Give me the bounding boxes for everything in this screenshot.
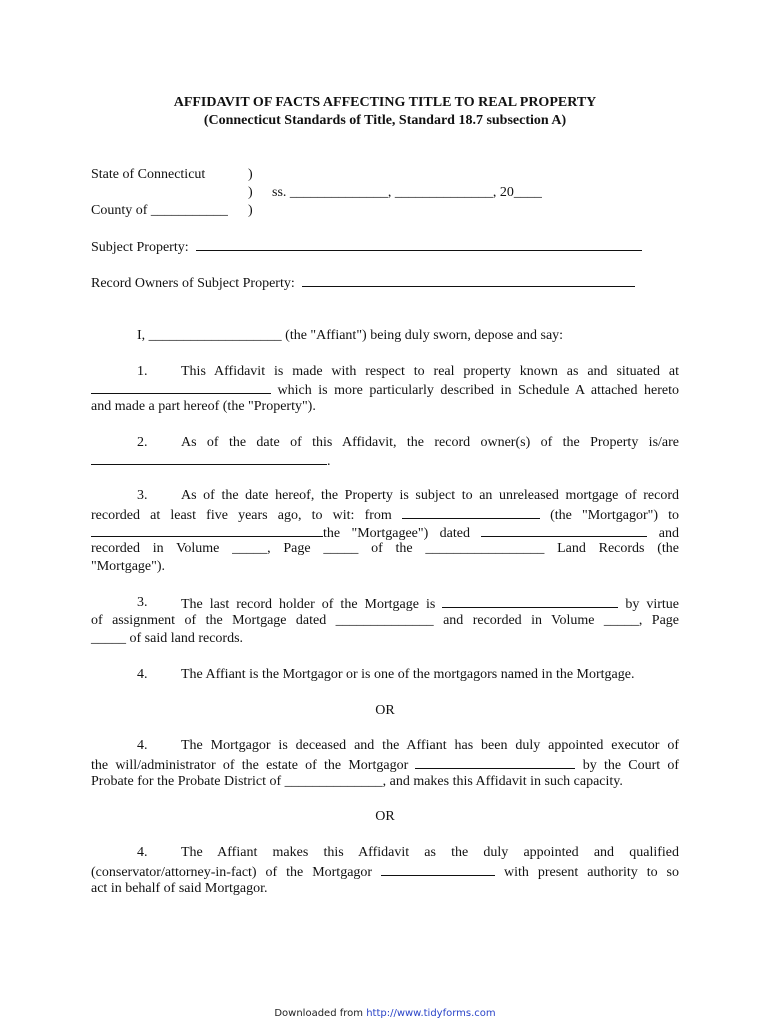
p3b-virtue: by virtue [625, 597, 680, 612]
p4b-line2 [91, 755, 679, 775]
p3a-and: and [658, 526, 679, 541]
venue-county: County of ___________ [91, 203, 228, 218]
p1-line2 [91, 380, 679, 400]
p3a-mortgagor-blank [402, 505, 540, 519]
p3a-line4: recorded in Volume _____, Page _____ of the _________________ Land Records (the [91, 541, 679, 556]
p4b-court: by the Court of [582, 758, 680, 773]
venue-ss-line: ss. ______________, ______________, 20____ [272, 185, 542, 200]
or-separator-2: OR [375, 809, 395, 824]
p3b-line1 [181, 594, 679, 614]
p1-line2-text: which is more particularly described in Schedule A attached hereto [277, 383, 679, 398]
subject-property-row [91, 237, 642, 257]
record-owners-row [91, 273, 635, 293]
p4c-number: 4. [137, 845, 148, 860]
affiant-intro: I, ___________________ (the "Affiant") being duly sworn, depose and say: [137, 328, 564, 343]
p4c-line3: act in behalf of said Mortgagor. [91, 881, 268, 896]
p4c-line2 [91, 862, 679, 882]
p3b-holder-blank [442, 594, 618, 608]
or-separator-1: OR [375, 703, 395, 718]
p4c-line2-text: (conservator/attorney-in-fact) of the Mortgagor [91, 865, 373, 880]
p1-line3: and made a part hereof (the "Property"). [91, 399, 316, 414]
document-title: AFFIDAVIT OF FACTS AFFECTING TITLE TO REAL PROPERTY [173, 95, 597, 110]
p2-number: 2. [137, 435, 148, 450]
venue-state: State of Connecticut [91, 167, 206, 182]
venue-paren-2: ) [248, 185, 253, 200]
p3a-mortgagor-label: (the "Mortgagor") to [550, 508, 680, 523]
p3a-line2-text: recorded at least five years ago, to wit: from [91, 508, 392, 523]
p4b-line3: Probate for the Probate District of ______________, and makes this Affidavit in such capacity. [91, 774, 623, 789]
p2-period: . [327, 454, 331, 469]
p3a-mortgagee-group [91, 526, 470, 541]
p3b-line2: of assignment of the Mortgage dated ______________ and recorded in Volume _____, Page [91, 613, 679, 628]
p3b-line3: _____ of said land records. [91, 631, 244, 646]
p1-location-blank [91, 380, 271, 394]
p3a-line1: As of the date hereof, the Property is subject to an unreleased mortgage of record [181, 488, 679, 503]
p3a-mortgagee-label: the "Mortgagee") dated [323, 526, 470, 541]
p3a-line2 [91, 505, 679, 525]
p4b-line1: The Mortgagor is deceased and the Affiant has been duly appointed executor of [181, 738, 679, 753]
record-owners-label: Record Owners of Subject Property: [91, 276, 295, 291]
p3a-date-blank [481, 523, 647, 537]
p4b-mortgagor-blank [415, 755, 575, 769]
p4c-mortgagor-blank [381, 862, 495, 876]
venue-paren-3: ) [248, 203, 253, 218]
p3a-mortgagee-blank [91, 523, 323, 537]
p3a-number: 3. [137, 488, 148, 503]
p4b-line2-text: the will/administrator of the estate of the Mortgagor [91, 758, 409, 773]
p3b-number: 3. [137, 595, 148, 610]
p3b-line1-text: The last record holder of the Mortgage is [181, 597, 436, 612]
p4a-text: The Affiant is the Mortgagor or is one of the mortgagors named in the Mortgage. [181, 667, 635, 682]
document-subtitle: (Connecticut Standards of Title, Standard 18.7 subsection A) [203, 113, 567, 128]
p4c-line1: The Affiant makes this Affidavit as the duly appointed and qualified [181, 845, 679, 860]
subject-property-label: Subject Property: [91, 240, 189, 255]
p3a-line5: "Mortgage"). [91, 559, 166, 574]
p2-owners-blank [91, 451, 327, 465]
p1-number: 1. [137, 364, 148, 379]
record-owners-blank [302, 273, 635, 287]
p4b-number: 4. [137, 738, 148, 753]
subject-property-blank [196, 237, 642, 251]
p4a-number: 4. [137, 667, 148, 682]
download-footer [0, 1008, 770, 1019]
p4c-authority: with present authority to so [503, 865, 679, 880]
footer-prefix: Downloaded from [274, 1008, 367, 1019]
p2-line1: As of the date of this Affidavit, the record owner(s) of the Property is/are [181, 435, 679, 450]
p2-line2 [91, 451, 331, 471]
p1-line1: This Affidavit is made with respect to real property known as and situated at [181, 364, 679, 379]
footer-link[interactable]: http://www.tidyforms.com [366, 1008, 496, 1019]
venue-paren-1: ) [248, 167, 253, 182]
